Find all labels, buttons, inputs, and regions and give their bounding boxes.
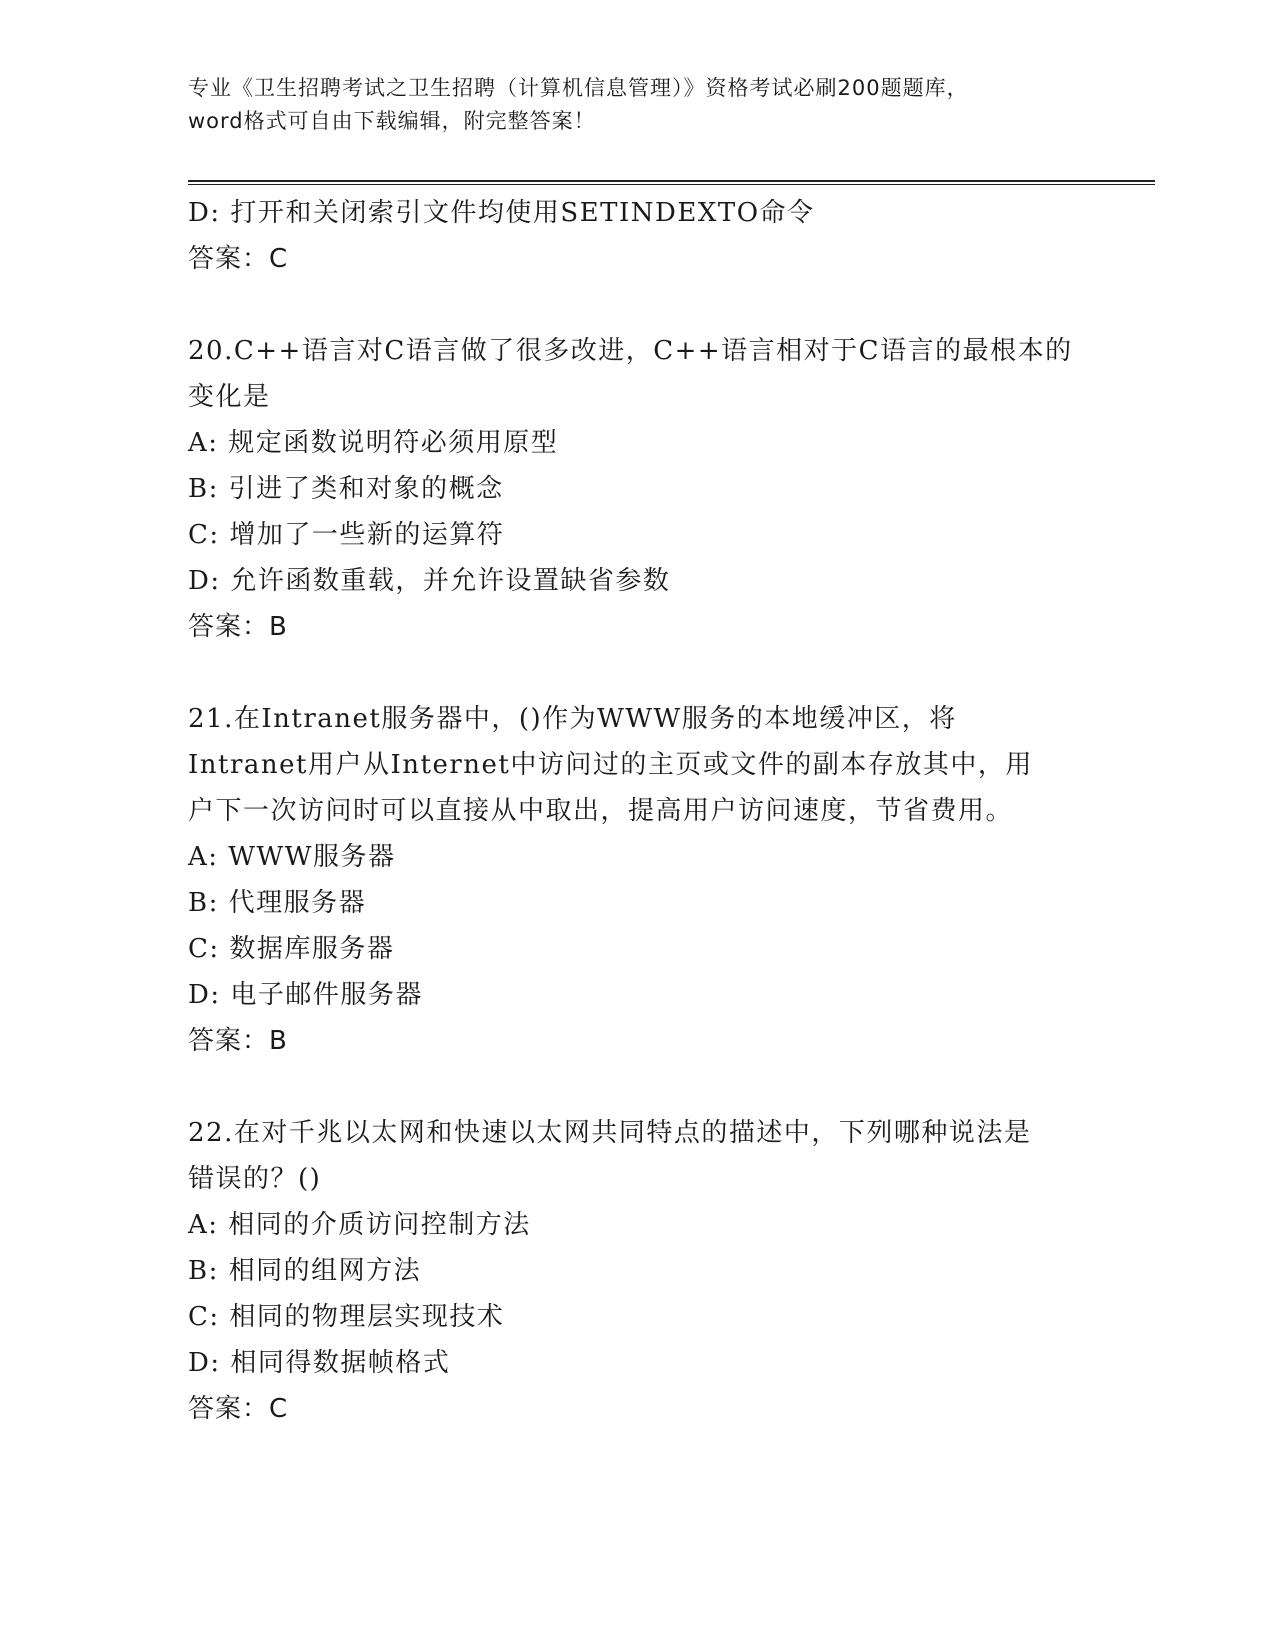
header-line-2: word格式可自由下载编辑，附完整答案！	[188, 109, 596, 133]
page-header	[188, 72, 1088, 138]
option-b: B: 相同的组网方法	[188, 1256, 422, 1286]
header-divider	[188, 180, 1155, 185]
question-stem-line: 22.在对千兆以太网和快速以太网共同特点的描述中，下列哪种说法是	[188, 1118, 1032, 1148]
answer-line: 答案：C	[188, 244, 289, 274]
option-a: A: 相同的介质访问控制方法	[188, 1210, 531, 1240]
question-stem-line: 户下一次访问时可以直接从中取出，提高用户访问速度，节省费用。	[188, 796, 1014, 826]
question-stem-line: 20.C++语言对C语言做了很多改进，C++语言相对于C语言的最根本的	[188, 336, 1073, 366]
option-d: D: 打开和关闭索引文件均使用SETINDEXTO命令	[188, 198, 815, 228]
option-a: A: WWW服务器	[188, 842, 396, 872]
question-20	[188, 328, 1088, 650]
continued-question	[188, 190, 1088, 282]
question-22	[188, 1110, 1088, 1432]
option-c: C: 相同的物理层实现技术	[188, 1302, 505, 1332]
question-stem-line: 错误的？()	[188, 1164, 322, 1194]
answer-line: 答案：B	[188, 612, 288, 642]
answer-line: 答案：C	[188, 1394, 289, 1424]
answer-line: 答案：B	[188, 1026, 288, 1056]
option-c: C: 数据库服务器	[188, 934, 395, 964]
question-21	[188, 696, 1088, 1064]
option-d: D: 电子邮件服务器	[188, 980, 423, 1010]
question-stem-line: 变化是	[188, 382, 271, 412]
option-d: D: 允许函数重载，并允许设置缺省参数	[188, 566, 671, 596]
question-stem-line: 21.在Intranet服务器中，()作为WWW服务的本地缓冲区，将	[188, 704, 957, 734]
header-line-1: 专业《卫生招聘考试之卫生招聘（计算机信息管理）》资格考试必刷200题题库，	[188, 76, 969, 100]
option-a: A: 规定函数说明符必须用原型	[188, 428, 559, 458]
option-d: D: 相同得数据帧格式	[188, 1348, 451, 1378]
question-content	[188, 190, 1088, 1432]
question-stem-line: Intranet用户从Internet中访问过的主页或文件的副本存放其中，用	[188, 750, 1033, 780]
option-b: B: 代理服务器	[188, 888, 367, 918]
option-b: B: 引进了类和对象的概念	[188, 474, 504, 504]
option-c: C: 增加了一些新的运算符	[188, 520, 505, 550]
